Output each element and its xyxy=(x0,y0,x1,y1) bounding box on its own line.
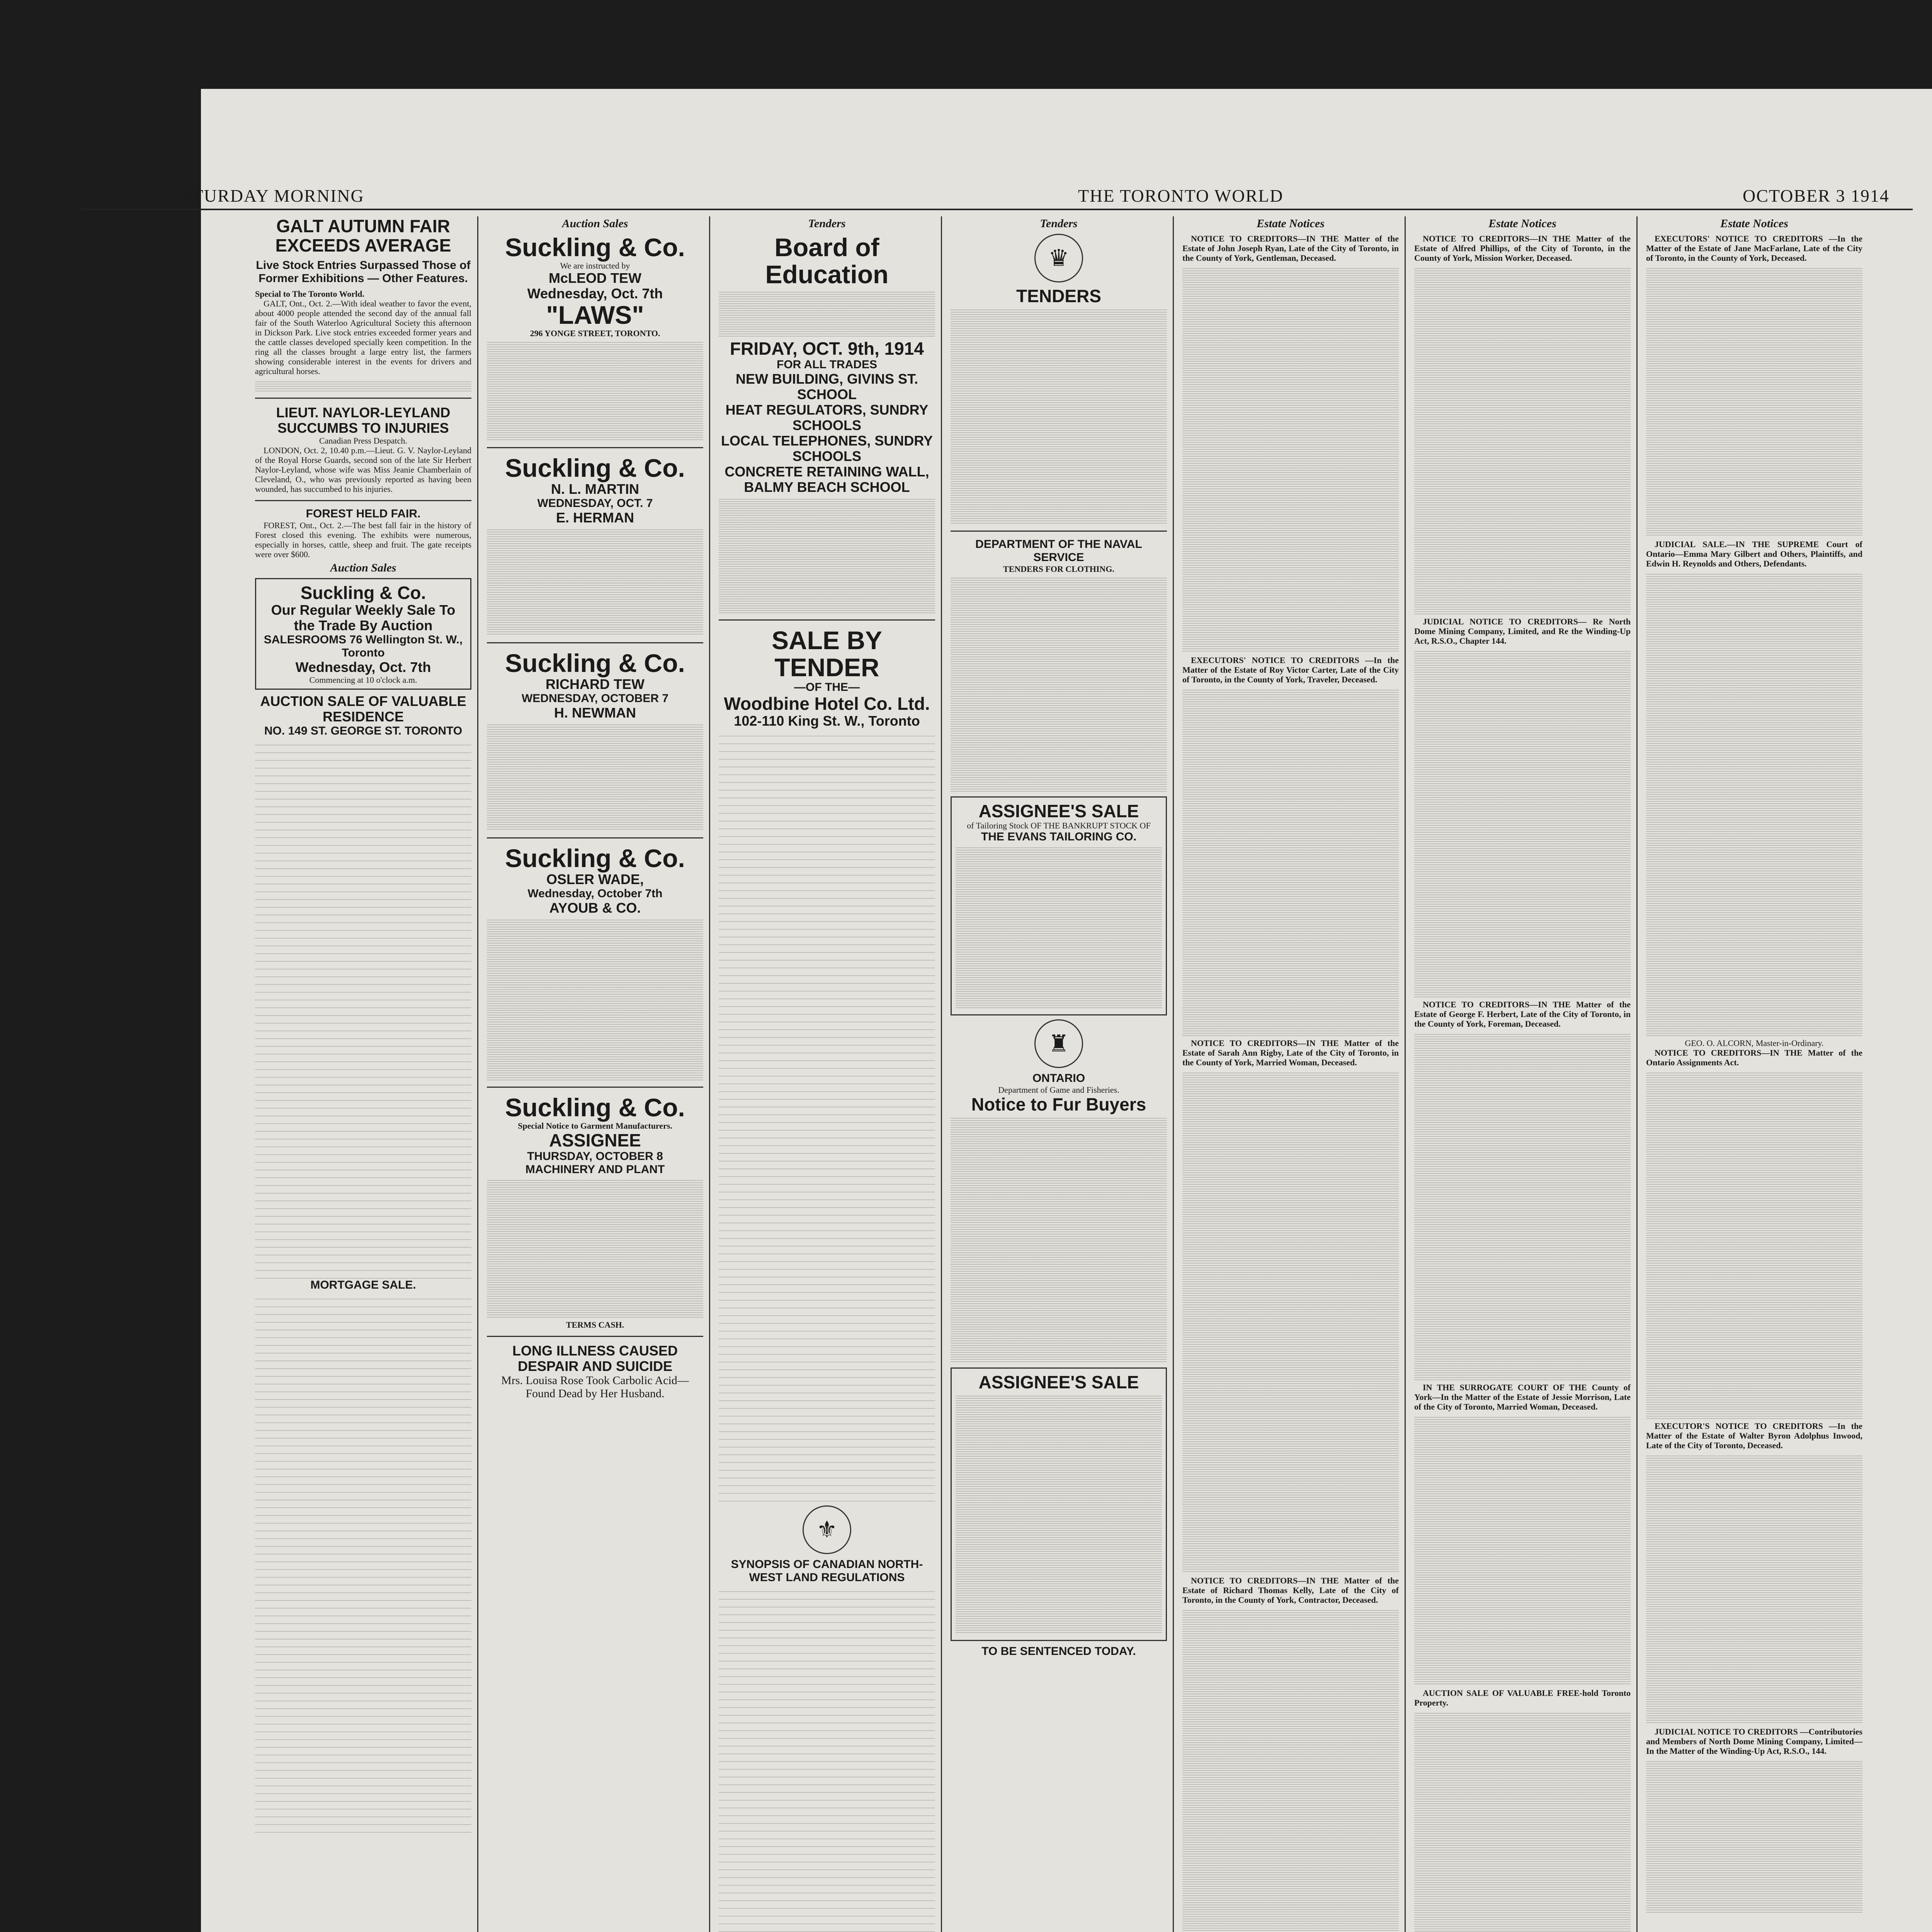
text-filler xyxy=(1646,1071,1862,1419)
column-2 xyxy=(487,216,703,1932)
notice-ryan-estate: NOTICE TO CREDITORS—IN THE Matter of the Estate of John Joseph Ryan, Late of the City of Toronto, in the County of York, Gentleman, Deceased. xyxy=(1182,234,1399,263)
ad-sale-date: THURSDAY, OCTOBER 8 xyxy=(527,1150,663,1163)
notice-north-dome: JUDICIAL NOTICE TO CREDITORS— Re North Dome Mining Company, Limited, and Re the Winding-Up Act, R.S.O., Chapter 144. xyxy=(1414,617,1631,646)
headline-assignees-sale: ASSIGNEE'S SALE xyxy=(978,801,1139,821)
tender-item-givins: NEW BUILDING, GIVINS ST. SCHOOL xyxy=(735,371,918,402)
tender-item-wall: CONCRETE RETAINING WALL, BALMY BEACH SCHOOL xyxy=(724,464,929,495)
notice-carter-estate: EXECUTORS' NOTICE TO CREDITORS —In the Matter of the Estate of Roy Victor Carter, Late of the City of Toronto, in the County of York, Traveler, Deceased. xyxy=(1182,655,1399,684)
ad-firm-name: Suckling & Co. xyxy=(300,583,426,603)
ad-firm-name: Suckling & Co. xyxy=(505,454,685,482)
text-filler xyxy=(1414,1032,1631,1380)
column-divider xyxy=(487,1336,703,1337)
ad-sale-date: Wednesday, Oct. 7th xyxy=(527,286,663,301)
ad-salesrooms: SALESROOMS 76 Wellington St. W., Toronto xyxy=(264,633,463,659)
text-filler xyxy=(255,380,471,391)
ad-client-mcleod-tew: McLEOD TEW xyxy=(549,270,641,286)
ad-sale-date: Wednesday, Oct. 7th xyxy=(295,659,431,675)
article-galt-fair: GALT, Ont., Oct. 2.—With ideal weather to favor the event, about 4000 people attended the second day of the annual fall fair of the South Waterloo Agricultural Society this afternoon in Dickson Park. Live stock entries exceeded former years and the cattle classes developed specially keen competition. In the ring all the classes brought a large entry list, the farmers showing considerable interest in the events for drivers and agricultural horses. xyxy=(255,299,471,376)
hotel-address: 102-110 King St. W., Toronto xyxy=(734,713,920,729)
ad-estate-ayoub: AYOUB & CO. xyxy=(549,900,641,916)
headline-land-regulations: SYNOPSIS OF CANADIAN NORTH-WEST LAND REGULATIONS xyxy=(731,1558,923,1584)
headline-suicide: LONG ILLNESS CAUSED DESPAIR AND SUICIDE xyxy=(512,1343,678,1374)
hotel-name: Woodbine Hotel Co. Ltd. xyxy=(724,694,930,714)
text-filler xyxy=(487,1179,703,1318)
text-filler xyxy=(1182,688,1399,1036)
column-divider xyxy=(255,500,471,501)
ad-sale-date: WEDNESDAY, OCT. 7 xyxy=(537,497,653,510)
subhead-tailoring: of Tailoring Stock OF THE BANKRUPT STOCK OF xyxy=(967,821,1151,830)
notice-morrison-estate: IN THE SURROGATE COURT OF THE County of York—In the Matter of the Estate of Jessie Morrison, Late of the City of Toronto, Married Woman, Deceased. xyxy=(1414,1383,1631,1412)
ad-suckling-weekly xyxy=(255,578,471,690)
headline-naval-service: DEPARTMENT OF THE NAVAL SERVICE xyxy=(975,538,1142,564)
text-filler xyxy=(255,1292,471,1833)
text-filler xyxy=(487,723,703,831)
article-naylor-leyland: LONDON, Oct. 2, 10.40 p.m.—Lieut. G. V. Naylor-Leyland of the Royal Horse Guards, second son of the late Sir Herbert Naylor-Leyland, whose wife was Miss Jeanie Chamberlain of Cleveland, O., who was previously reported as having been wounded, has succumbed to his injuries. xyxy=(255,446,471,494)
notice-inwood-estate: EXECUTOR'S NOTICE TO CREDITORS —In the Matter of the Estate of Walter Byron Adolphus Inwood, Late of the City of Toronto, Deceased. xyxy=(1646,1421,1862,1450)
notice-freehold-auction: AUCTION SALE OF VALUABLE FREE-hold Toronto Property. xyxy=(1414,1688,1631,1708)
masthead-paper: THE TORONTO WORLD xyxy=(1078,186,1284,206)
column-divider xyxy=(951,531,1167,532)
column-divider xyxy=(487,1087,703,1088)
column-rule xyxy=(477,216,478,1932)
column-rule xyxy=(1173,216,1174,1932)
residence-address: NO. 149 ST. GEORGE ST. TORONTO xyxy=(264,724,463,737)
headline-mortgage-sale: MORTGAGE SALE. xyxy=(310,1279,416,1291)
crest-icon: ♛ xyxy=(1034,234,1083,282)
text-filler xyxy=(487,528,703,636)
text-filler xyxy=(1414,1415,1631,1686)
notice-assignments-act: NOTICE TO CREDITORS—IN THE Matter of the Ontario Assignments Act. xyxy=(1646,1048,1862,1067)
tender-all-trades: FOR ALL TRADES xyxy=(777,358,877,371)
notice-north-dome-contributories: JUDICIAL NOTICE TO CREDITORS —Contributories and Members of North Dome Mining Company, Limited—In the Matter of the Winding-Up Act, R.S.O., 144. xyxy=(1646,1727,1862,1756)
text-filler xyxy=(1646,572,1862,1036)
ad-sale-date: WEDNESDAY, OCTOBER 7 xyxy=(521,692,669,705)
ad-client-richard-tew: RICHARD TEW xyxy=(546,676,645,692)
tender-deadline: FRIDAY, OCT. 9th, 1914 xyxy=(730,338,924,359)
column-divider xyxy=(719,619,935,621)
column-divider xyxy=(255,398,471,399)
notice-rigby-estate: NOTICE TO CREDITORS—IN THE Matter of the Estate of Sarah Ann Rigby, Late of the City of Toronto, in the County of York, Married Woman, Deceased. xyxy=(1182,1038,1399,1067)
ad-assignees-sale-2 xyxy=(951,1367,1167,1641)
column-rule xyxy=(1405,216,1406,1932)
ad-firm-name: Suckling & Co. xyxy=(505,233,685,262)
section-estate-notices: Estate Notices xyxy=(1257,217,1325,230)
dept-game-fisheries: Department of Game and Fisheries. xyxy=(998,1085,1119,1095)
column-7 xyxy=(1646,216,1862,1932)
column-divider xyxy=(487,837,703,838)
notice-kelly-estate: NOTICE TO CREDITORS—IN THE Matter of the Estate of Richard Thomas Kelly, Late of the City of Toronto, in the County of York, Contractor, Deceased. xyxy=(1182,1576,1399,1605)
column-divider xyxy=(487,642,703,643)
text-filler xyxy=(951,576,1167,793)
headline-board-of-education: Board of Education xyxy=(765,233,889,289)
notice-judicial-sale: JUDICIAL SALE.—IN THE SUPREME Court of Ontario—Emma Mary Gilbert and Others, Plaintiffs, and Edwin H. Reynolds and Others, Defendants. xyxy=(1646,539,1862,568)
section-tenders: Tenders xyxy=(808,217,846,230)
column-1 xyxy=(255,216,471,1932)
ontario-label: ONTARIO xyxy=(1032,1072,1085,1085)
text-filler xyxy=(1182,1609,1399,1932)
text-filler xyxy=(719,729,935,1502)
notice-phillips-estate: NOTICE TO CREDITORS—IN THE Matter of the Estate of Alfred Phillips, of the City of Toronto, in the County of York, Mission Worker, Deceased. xyxy=(1414,234,1631,263)
headline-naylor-leyland: LIEUT. NAYLOR-LEYLAND SUCCUMBS TO INJURIES xyxy=(276,405,451,436)
text-filler xyxy=(1646,1760,1862,1914)
signature-master: GEO. O. ALCORN, Master-in-Ordinary. xyxy=(1685,1038,1824,1048)
text-filler xyxy=(719,1584,935,1932)
text-filler xyxy=(1182,1071,1399,1573)
text-filler xyxy=(956,846,1162,1008)
ad-estate-herman: E. HERMAN xyxy=(556,510,634,526)
crest-icon: ⚜ xyxy=(803,1505,851,1554)
text-filler xyxy=(1414,650,1631,997)
ad-stock-laws: "LAWS" xyxy=(546,301,644,329)
column-rule xyxy=(941,216,942,1932)
tender-item-telephones: LOCAL TELEPHONES, SUNDRY SCHOOLS xyxy=(721,433,933,464)
text-filler xyxy=(1646,1454,1862,1725)
evans-tailoring: THE EVANS TAILORING CO. xyxy=(981,830,1137,843)
ad-assignees-sale-evans xyxy=(951,796,1167,1015)
headline-sentenced: TO BE SENTENCED TODAY. xyxy=(981,1645,1136,1658)
article-forest-fair: FOREST, Ont., Oct. 2.—The best fall fair in the history of Forest closed this evening. The exhibits were numerous, especially in horses, cattle, sheep and fruit. The gate receipts were over $600. xyxy=(255,520,471,559)
headline-galt-fair: GALT AUTUMN FAIR EXCEEDS AVERAGE xyxy=(275,216,451,255)
ad-client-osler-wade: OSLER WADE, xyxy=(546,871,644,887)
section-estate-notices: Estate Notices xyxy=(1720,217,1788,230)
text-filler xyxy=(719,497,935,613)
ad-terms: TERMS CASH. xyxy=(566,1320,624,1330)
column-6 xyxy=(1414,216,1631,1932)
ad-address: 296 YONGE STREET, TORONTO. xyxy=(530,328,660,338)
section-estate-notices: Estate Notices xyxy=(1488,217,1556,230)
text-filler xyxy=(1414,1711,1631,1932)
notice-macfarlane-estate: EXECUTORS' NOTICE TO CREDITORS —In the Matter of the Estate of Jane MacFarlane, Late of the City of Toronto, in the County of York, Deceased. xyxy=(1646,234,1862,263)
subhead-galt-fair: Live Stock Entries Surpassed Those of Former Exhibitions — Other Features. xyxy=(256,259,471,285)
masthead xyxy=(81,185,1913,210)
headline-forest-fair: FOREST HELD FAIR. xyxy=(306,507,421,520)
ad-estate-newman: H. NEWMAN xyxy=(554,705,636,721)
ad-weekly-sale: Our Regular Weekly Sale To the Trade By Auction xyxy=(271,602,456,633)
page-number: 12 xyxy=(81,186,100,206)
dateline-london: Canadian Press Despatch. xyxy=(319,436,407,446)
sale-of: —OF THE— xyxy=(794,681,860,694)
column-divider xyxy=(487,447,703,448)
ad-client-assignee: ASSIGNEE xyxy=(549,1130,641,1150)
column-5 xyxy=(1182,216,1399,1932)
section-auction-sales: Auction Sales xyxy=(562,217,628,230)
subhead-naval-clothing: TENDERS FOR CLOTHING. xyxy=(1003,564,1114,574)
text-filler xyxy=(951,1116,1167,1364)
text-filler xyxy=(255,738,471,1279)
text-filler xyxy=(719,290,935,337)
dateline-galt: Special to The Toronto World. xyxy=(255,289,365,299)
subhead-suicide: Mrs. Louisa Rose Took Carbolic Acid—Found Dead by Her Husband. xyxy=(501,1374,689,1400)
section-tenders: Tenders xyxy=(1040,217,1078,230)
text-filler xyxy=(956,1394,1162,1634)
newspaper-page xyxy=(81,89,1932,1932)
headline-tenders: TENDERS xyxy=(1016,286,1101,306)
text-filler xyxy=(487,340,703,441)
ad-client-martin: N. L. MARTIN xyxy=(551,481,639,497)
ad-machinery: MACHINERY AND PLANT xyxy=(525,1163,665,1176)
ad-firm-name: Suckling & Co. xyxy=(505,649,685,677)
column-rule xyxy=(1636,216,1638,1932)
column-3 xyxy=(719,216,935,1932)
text-filler xyxy=(1414,267,1631,614)
headline-sale-by-tender: SALE BY TENDER xyxy=(771,626,883,682)
ad-firm-name: Suckling & Co. xyxy=(505,844,685,872)
notice-herbert-estate: NOTICE TO CREDITORS—IN THE Matter of the Estate of George F. Herbert, Late of the City of Toronto, in the County of York, Foreman, Deceased. xyxy=(1414,1000,1631,1029)
ad-firm-name: Suckling & Co. xyxy=(505,1093,685,1122)
text-filler xyxy=(487,918,703,1080)
text-filler xyxy=(951,308,1167,524)
headline-assignees-sale: ASSIGNEE'S SALE xyxy=(978,1372,1139,1392)
text-filler xyxy=(1646,267,1862,537)
ad-sale-date: Wednesday, October 7th xyxy=(527,887,663,900)
masthead-day: SATURDAY MORNING xyxy=(170,186,364,206)
column-rule xyxy=(709,216,710,1932)
headline-residence-auction: AUCTION SALE OF VALUABLE RESIDENCE xyxy=(260,693,466,724)
ad-instructed: We are instructed by xyxy=(560,261,630,270)
section-auction-sales: Auction Sales xyxy=(330,561,396,574)
masthead-date: OCTOBER 3 1914 xyxy=(1743,186,1889,206)
ad-garment-notice: Special Notice to Garment Manufacturers. xyxy=(518,1121,672,1131)
text-filler xyxy=(1182,267,1399,653)
ad-sale-time: Commencing at 10 o'clock a.m. xyxy=(309,675,417,685)
headline-fur-buyers: Notice to Fur Buyers xyxy=(971,1094,1146,1114)
column-4 xyxy=(951,216,1167,1932)
crest-icon: ♜ xyxy=(1034,1019,1083,1068)
tender-item-heat: HEAT REGULATORS, SUNDRY SCHOOLS xyxy=(725,402,929,433)
